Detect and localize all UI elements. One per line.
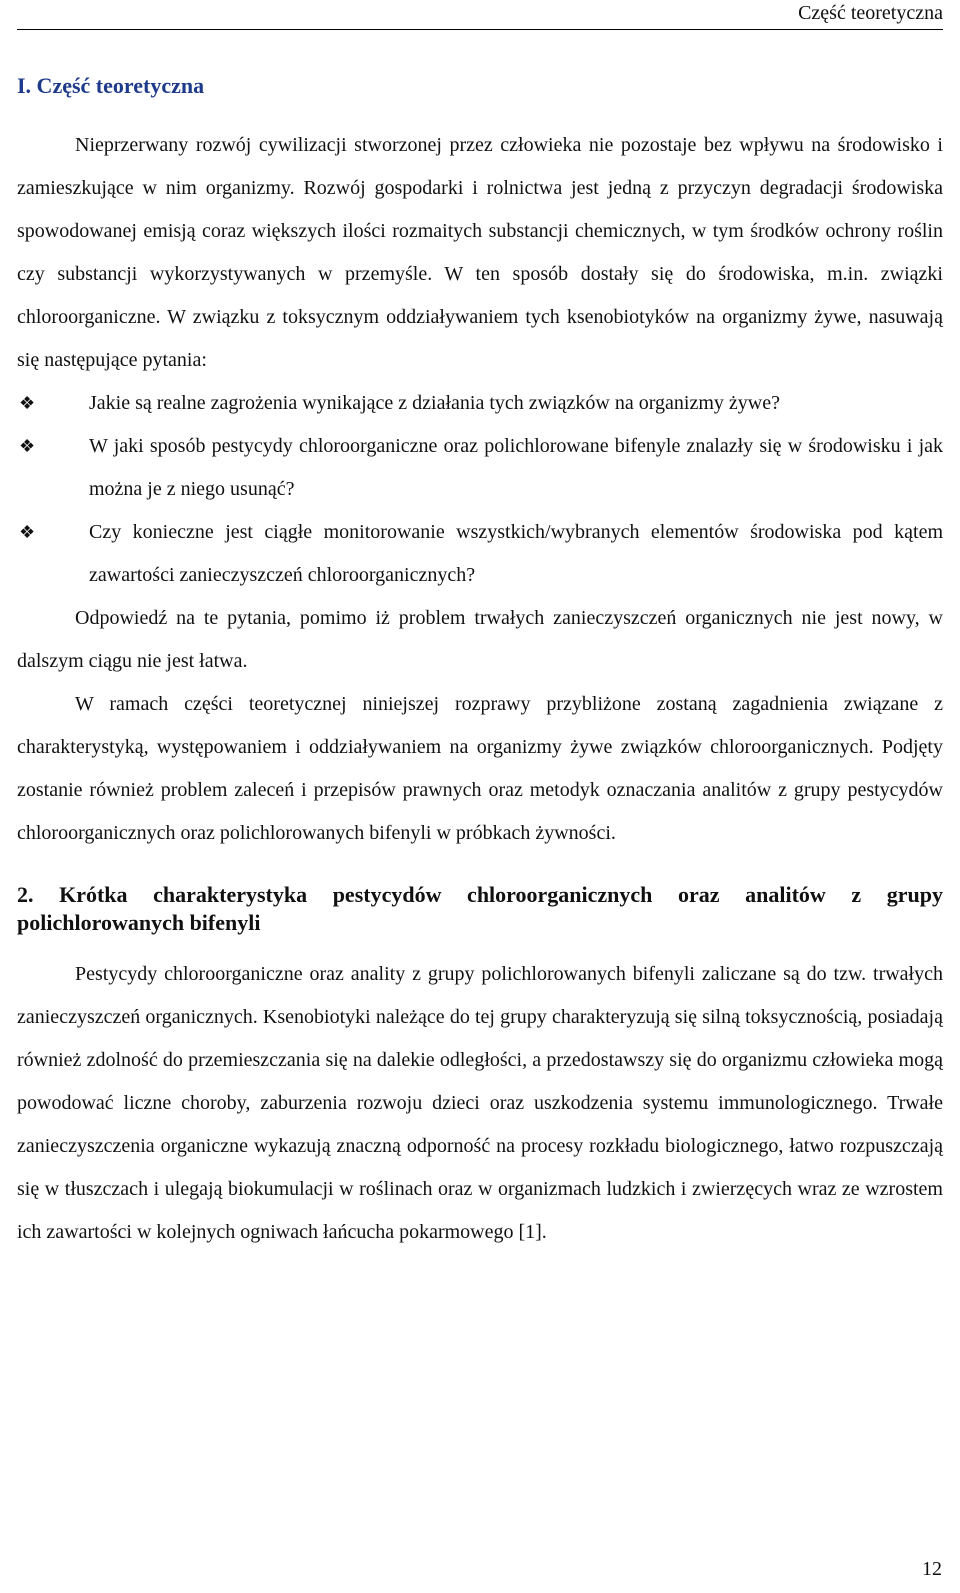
question-text: Jakie są realne zagrożenia wynikające z działania tych związków na organizmy żywe? bbox=[89, 392, 780, 414]
section-heading-2: 2. Krótka charakterystyka pestycydów chloroorganicznych oraz analitów z grupy polichlorowanych bifenyli bbox=[17, 882, 943, 935]
diamond-bullet-icon: ❖ bbox=[19, 436, 36, 456]
page-number: 12 bbox=[922, 1558, 942, 1580]
question-text: W jaki sposób pestycydy chloroorganiczne oraz polichlorowane bifenyle znalazły się w środowisku i jak można je z niego usunąć? bbox=[89, 435, 943, 500]
scope-paragraph: W ramach części teoretycznej niniejszej rozprawy przybliżone zostaną zagadnienia związane z charakterystyką, występowaniem i oddziaływaniem na organizmy żywe związków chloroorganicznych. Podjęty zostanie również problem zaleceń i przepisów prawnych oraz metodyk oznaczania analitów z grupy pestycydów chloroorganicznych oraz polichlorowanych bifenyli w próbkach żywności. bbox=[17, 693, 943, 844]
diamond-bullet-icon: ❖ bbox=[19, 393, 36, 413]
page-content bbox=[17, 62, 943, 1254]
question-text: Czy konieczne jest ciągłe monitorowanie wszystkich/wybranych elementów środowiska pod kątem zawartości zanieczyszczeń chloroorganicznych? bbox=[89, 521, 943, 586]
intro-paragraph: Nieprzerwany rozwój cywilizacji stworzonej przez człowieka nie pozostaje bez wpływu na środowisko i zamieszkujące w nim organizmy. Rozwój gospodarki i rolnictwa jest jedną z przyczyn degradacji środowiska spowodowanej emisją coraz większych ilości rozmaitych substancji chemicznych, w tym środków ochrony roślin czy substancji wykorzystywanych w przemyśle. W ten sposób dostały się do środowiska, m.in. związki chloroorganiczne. W związku z toksycznym oddziaływaniem tych ksenobiotyków na organizmy żywe, nasuwają się następujące pytania: bbox=[17, 134, 943, 371]
list-item bbox=[17, 425, 943, 511]
diamond-bullet-icon: ❖ bbox=[19, 522, 36, 542]
list-item bbox=[17, 511, 943, 597]
section-heading-1: I. Część teoretyczna bbox=[17, 73, 205, 98]
pesticides-paragraph: Pestycydy chloroorganiczne oraz anality z grupy polichlorowanych bifenyli zaliczane są do tzw. trwałych zanieczyszczeń organicznych. Ksenobiotyki należące do tej grupy charakteryzują się silną toksycznością, posiadają również zdolność do przemieszczania się na dalekie odległości, a przedostawszy się do organizmu człowieka mogą powodować liczne choroby, zaburzenia rozwoju dzieci oraz uszkodzenia systemu immunologicznego. Trwałe zanieczyszczenia organiczne wykazują znaczną odporność na procesy rozkładu biologicznego, łatwo rozpuszczają się w tłuszczach i ulegają biokumulacji w roślinach oraz w organizmach ludzkich i zwierzęcych wraz ze wzrostem ich zawartości w kolejnych ogniwach łańcucha pokarmowego [1]. bbox=[17, 963, 943, 1243]
running-header-title: Część teoretyczna bbox=[798, 2, 943, 24]
running-header bbox=[17, 0, 943, 30]
answer-paragraph: Odpowiedź na te pytania, pomimo iż problem trwałych zanieczyszczeń organicznych nie jest nowy, w dalszym ciągu nie jest łatwa. bbox=[17, 607, 943, 672]
questions-list bbox=[17, 382, 943, 597]
list-item bbox=[17, 382, 943, 425]
